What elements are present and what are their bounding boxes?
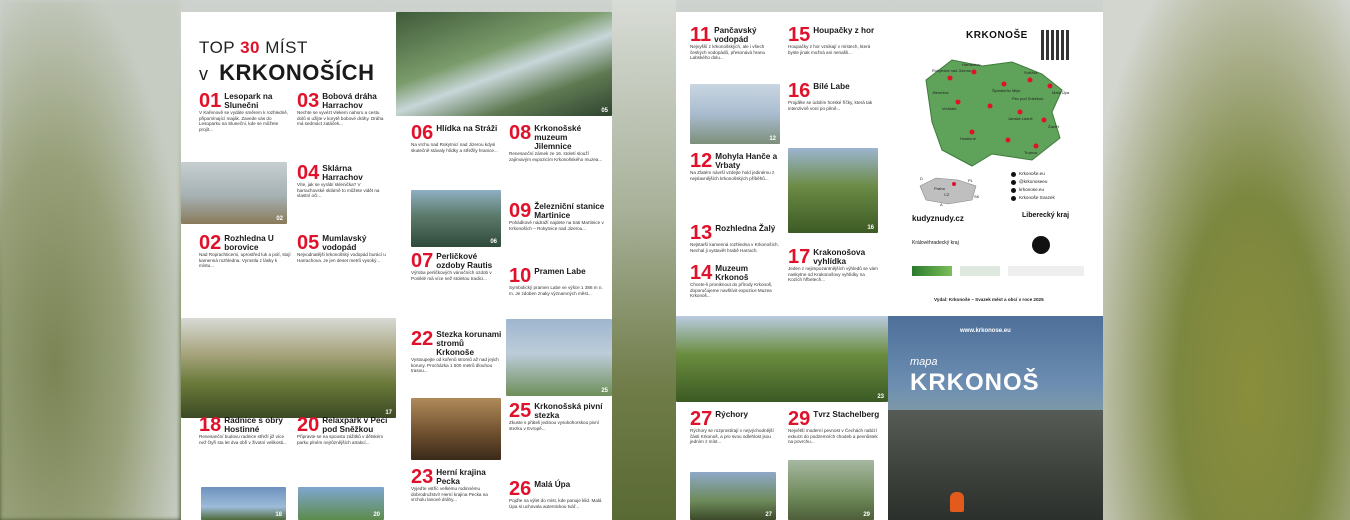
list-item bbox=[297, 92, 389, 127]
list-item bbox=[788, 26, 880, 55]
item-text: Rýchory se rozprostírají v nejvýchodnější části Krkonoš, a pro svou odlehlost jsou jedním z míst... bbox=[690, 428, 774, 445]
item-number: 09 bbox=[509, 200, 532, 222]
map-marker bbox=[1048, 84, 1053, 89]
photo-27 bbox=[690, 472, 776, 520]
page-title-main bbox=[199, 60, 374, 86]
map-marker bbox=[1028, 78, 1033, 83]
item-number: 01 bbox=[199, 90, 222, 112]
item-title: Bílé Labe bbox=[813, 82, 850, 91]
list-item bbox=[788, 410, 884, 445]
map-cover-panel bbox=[888, 316, 1103, 520]
youtube-icon bbox=[1011, 196, 1016, 201]
mini-map-svg bbox=[914, 172, 984, 208]
item-title: Rozhledna Žalý bbox=[715, 224, 776, 233]
logo-kralovehradecky-kraj: Královéhradecký kraj bbox=[912, 240, 959, 246]
list-item bbox=[199, 416, 291, 445]
item-number: 12 bbox=[690, 150, 713, 172]
item-title: Mohyla Hanče a Vrbaty bbox=[715, 152, 778, 170]
map-marker bbox=[1042, 118, 1047, 123]
item-text: Nejstarší kamenná rozhledna v Krkonoších. Nechal ji vystavět hrabě Harrach. bbox=[690, 242, 779, 253]
list-item bbox=[509, 402, 605, 431]
social-facebook[interactable] bbox=[1011, 170, 1055, 178]
list-item bbox=[788, 82, 880, 111]
item-text: Vystoupejte od kořenů stromů až nad jejich koruny. Procházka 1 500 metrů dlouhou trasou... bbox=[411, 357, 499, 374]
social-web[interactable] bbox=[1011, 186, 1055, 194]
map-marker bbox=[972, 70, 977, 75]
country-label: A bbox=[940, 202, 943, 207]
item-text: Nejvyšší z krkonošských, ale i všech českých vodopádů, přesonává hranu Labského dolu... bbox=[690, 44, 766, 61]
social-label: Krkonoše Svazek bbox=[1019, 195, 1055, 200]
map-label: Žacléř bbox=[1048, 124, 1060, 129]
list-item bbox=[411, 468, 503, 503]
item-title: Houpačky z hor bbox=[813, 26, 875, 35]
photo-16 bbox=[788, 148, 878, 233]
item-number: 03 bbox=[297, 90, 320, 112]
country-label: SK bbox=[974, 194, 980, 199]
photo-number: 02 bbox=[276, 216, 283, 222]
item-number: 14 bbox=[690, 262, 713, 284]
list-item bbox=[690, 152, 782, 181]
country-label: CZ bbox=[944, 192, 950, 197]
list-item bbox=[690, 264, 782, 299]
photo-29 bbox=[788, 460, 874, 520]
photo-20 bbox=[298, 487, 384, 520]
list-item bbox=[690, 224, 782, 253]
background-left bbox=[0, 0, 180, 520]
item-number: 15 bbox=[788, 24, 811, 46]
item-text: Na Zlatém návrší vzdejte hold jedinému z nejslavnějších krkonošských příběhů... bbox=[690, 170, 775, 181]
map-marker bbox=[948, 76, 953, 81]
item-text: V Kařenově se vydáte směrem k rozhledně, připomínající maják. Zavede vás do Lesoparku na Slunečni, kde se můžete projít... bbox=[199, 110, 289, 132]
list-item bbox=[509, 267, 605, 296]
item-title: Mumlavský vodopád bbox=[322, 234, 367, 252]
list-item bbox=[411, 252, 503, 281]
region-map-svg bbox=[912, 50, 1092, 170]
title-number: 30 bbox=[240, 38, 260, 57]
left-page bbox=[181, 12, 612, 520]
list-item bbox=[509, 480, 605, 509]
photo-number: 25 bbox=[601, 388, 608, 394]
map-marker bbox=[1002, 82, 1007, 87]
item-number: 25 bbox=[509, 400, 532, 422]
title-v: v bbox=[199, 64, 209, 84]
map-label: Malá Úpa bbox=[1052, 90, 1070, 95]
item-text: Symbolický pramen Labe ve výšce 1 386 m n. m. Je zdoben znaky významných měst... bbox=[509, 285, 603, 296]
photo-number: 06 bbox=[490, 239, 497, 245]
social-links bbox=[1011, 170, 1055, 202]
list-item bbox=[297, 164, 389, 199]
item-number: 04 bbox=[297, 162, 320, 184]
publisher-note: Vydal: Krkonoše – Svazek měst a obcí v roce 2025 bbox=[934, 297, 1044, 302]
photo-number: 23 bbox=[877, 394, 884, 400]
item-number: 06 bbox=[411, 122, 434, 144]
instagram-icon bbox=[1011, 180, 1016, 185]
item-text: Projděte se údolím horské říčky, která tak intenzivně voní po pěně... bbox=[788, 100, 873, 111]
region-map bbox=[912, 50, 1092, 170]
logo-strip-2 bbox=[960, 266, 1000, 276]
map-label: Sněžka bbox=[1024, 70, 1038, 75]
item-text: Renesanční budovu radnice střeží již více než čtyři sta let dva obři v životní velikosti... bbox=[199, 434, 287, 445]
photo-number: 29 bbox=[863, 512, 870, 518]
photo-number: 27 bbox=[765, 512, 772, 518]
item-number: 11 bbox=[690, 24, 712, 46]
facebook-icon bbox=[1011, 172, 1016, 177]
photo-18 bbox=[201, 487, 286, 520]
photo-number: 05 bbox=[601, 108, 608, 114]
item-title: Bobová dráha Harrachov bbox=[322, 92, 377, 110]
logo-strip-3 bbox=[1008, 266, 1084, 276]
item-title: Radnice s obry Hostinné bbox=[224, 416, 283, 434]
map-label: Špindlerův Mlýn bbox=[992, 88, 1021, 93]
item-number: 10 bbox=[509, 265, 532, 287]
map-label: Trutnov bbox=[1024, 150, 1038, 155]
globe-icon bbox=[1011, 188, 1016, 193]
item-title: Malá Úpa bbox=[534, 480, 571, 489]
item-text: Zkuste s přáteli jedinou vysokohorskou pivní stezku v Evropě... bbox=[509, 420, 600, 431]
photo-05 bbox=[396, 12, 612, 116]
brand-logo: KRKONOŠE bbox=[966, 30, 1028, 41]
title-main: KRKONOŠÍCH bbox=[219, 60, 375, 85]
item-text: Renesanční zámek ze 16. století slouží zajímavým expozicím Krkonošského muzea... bbox=[509, 151, 603, 162]
map-label: Hostinné bbox=[960, 136, 976, 141]
mini-map bbox=[914, 172, 984, 208]
list-item bbox=[411, 330, 503, 374]
item-number: 13 bbox=[690, 222, 713, 244]
city-label: Praha bbox=[934, 186, 945, 191]
background-middle bbox=[612, 0, 676, 520]
social-label: krkonose.eu bbox=[1019, 187, 1045, 192]
social-instagram[interactable] bbox=[1011, 178, 1055, 186]
right-page bbox=[676, 12, 1103, 520]
title-rest: MÍST bbox=[265, 38, 308, 57]
item-number: 23 bbox=[411, 466, 434, 488]
list-item bbox=[297, 234, 389, 263]
country-label: D bbox=[920, 176, 923, 181]
item-text: Největší moderní pevnost v Čechách nabízí exkurzi do podzemních chodeb a pevnůstek na povrchu... bbox=[788, 428, 878, 445]
list-item bbox=[788, 248, 880, 283]
photo-22 bbox=[411, 398, 501, 460]
photo-17 bbox=[181, 318, 396, 418]
cover-subtitle: mapa bbox=[910, 356, 938, 368]
item-number: 18 bbox=[199, 414, 222, 436]
map-marker bbox=[1034, 144, 1039, 149]
item-title: Krkonošské muzeum Jilemnice bbox=[534, 124, 582, 151]
crest-icon bbox=[1032, 236, 1050, 254]
map-marker bbox=[1018, 110, 1023, 115]
item-text: Na vrchu nad Rokytnicí nad Jizerou kdysi skutečně stávaly hlídky a střežily hranice... bbox=[411, 142, 498, 153]
logo-strip-1 bbox=[912, 266, 952, 276]
logo-liberecky-kraj: Liberecký kraj bbox=[1022, 212, 1070, 219]
item-text: Výroba perličkových vánočních ozdob v Poniklé má více než stoletou tradici... bbox=[411, 270, 492, 281]
country-label: PL bbox=[968, 178, 973, 183]
photo-25 bbox=[506, 319, 612, 396]
item-title: Stezka korunami stromů Krkonoše bbox=[436, 330, 502, 357]
map-label: Vrchlabí bbox=[942, 106, 957, 111]
title-top: TOP bbox=[199, 38, 235, 57]
region-outline bbox=[926, 60, 1062, 166]
photo-02 bbox=[181, 162, 287, 224]
item-text: Nechte se vyvézt vlekem nahoru a cestu dolů si užijte v korytě bobové dráhy. Dráha má sedmáct zatáček... bbox=[297, 110, 384, 127]
map-label: Harrachov bbox=[962, 62, 981, 67]
item-number: 22 bbox=[411, 328, 434, 350]
logo-kudyznudy: kudyznudy.cz bbox=[912, 214, 964, 223]
item-number: 27 bbox=[690, 408, 713, 430]
item-number: 20 bbox=[297, 414, 320, 436]
list-item bbox=[690, 410, 782, 445]
photo-number: 20 bbox=[373, 512, 380, 518]
item-text: Pohádkové nádraží najdete na trati Martinice v Krkonoších – Rokytnice nad Jizerou... bbox=[509, 220, 604, 231]
map-marker bbox=[970, 130, 975, 135]
list-item bbox=[297, 416, 389, 445]
item-number: 17 bbox=[788, 246, 811, 268]
item-text: Vyjeďte vstříc velkému rodinnému dobrodružství! Herní krajina Pecka na vrcholu lanové dráhy... bbox=[411, 486, 488, 503]
item-number: 29 bbox=[788, 408, 811, 430]
item-number: 08 bbox=[509, 122, 532, 144]
background-right bbox=[1103, 0, 1350, 520]
item-text: Houpačky z hor vznikají v místech, která byste jinak možná ani nenašli... bbox=[788, 44, 871, 55]
map-label: Rokytnice nad Jizerou bbox=[932, 68, 972, 73]
item-text: Chcete-li proniknout do přírody Krkonoš, doporučujeme navštívit expozice Muzea Krkonoš... bbox=[690, 282, 773, 299]
item-title: Lesopark na Slunečni bbox=[224, 92, 273, 110]
map-label: Pec pod Sněžkou bbox=[1012, 96, 1044, 101]
photo-12 bbox=[690, 84, 780, 144]
social-youtube[interactable] bbox=[1011, 194, 1055, 202]
map-label: Janské Lázně bbox=[1008, 116, 1033, 121]
photo-number: 17 bbox=[385, 410, 392, 416]
item-text: Pojďte na výlet do míst, kde panuje klid. Malá Úpa si uchovala autentickou tvář... bbox=[509, 498, 602, 509]
photo-23 bbox=[676, 316, 888, 402]
list-item bbox=[690, 26, 782, 61]
social-label: @krkonoseeu bbox=[1019, 179, 1048, 184]
item-number: 26 bbox=[509, 478, 532, 500]
photo-number: 18 bbox=[275, 512, 282, 518]
map-marker bbox=[1006, 138, 1011, 143]
item-title: Herní krajina Pecka bbox=[436, 468, 486, 486]
item-title: Rozhledna U borovice bbox=[224, 234, 274, 252]
item-title: Rýchory bbox=[715, 410, 749, 419]
item-number: 05 bbox=[297, 232, 320, 254]
item-text: Víte, jak se vyrábí sklenička? V harrachovské sklárně to můžete vidět na vlastní oči... bbox=[297, 182, 380, 199]
item-title: Muzeum Krkonoš bbox=[715, 264, 749, 282]
list-item bbox=[509, 202, 605, 231]
item-title: Krakonošova vyhlídka bbox=[813, 248, 866, 266]
rock-landscape bbox=[888, 410, 1103, 520]
list-item bbox=[509, 124, 605, 162]
map-marker bbox=[956, 100, 961, 105]
region-marker bbox=[952, 182, 956, 186]
hiker-figure bbox=[950, 492, 964, 512]
website-url[interactable]: www.krkonose.eu bbox=[960, 328, 1011, 334]
map-marker bbox=[988, 104, 993, 109]
list-item bbox=[199, 92, 291, 132]
item-number: 02 bbox=[199, 232, 222, 254]
photo-number: 12 bbox=[769, 136, 776, 142]
map-label: Jilemnice bbox=[932, 90, 949, 95]
item-title: Pančavský vodopád bbox=[714, 26, 757, 44]
cover-title: KRKONOŠ bbox=[910, 369, 1040, 396]
item-title: Sklárna Harrachov bbox=[322, 164, 363, 182]
list-item bbox=[411, 124, 503, 153]
page-title-top bbox=[199, 38, 308, 58]
item-title: Tvrz Stachelberg bbox=[813, 410, 880, 419]
item-title: Perličkové ozdoby Rautis bbox=[436, 252, 493, 270]
item-text: Nejvodnatější krkonošský vodopád burácí u Harrachova. Je jen deset metrů vysoký... bbox=[297, 252, 386, 263]
photo-number: 16 bbox=[867, 225, 874, 231]
item-text: Nad Roprachticemi, uprostřed luk a polí, stojí kamenná rozhledna. Vyrostla z lásky k místu... bbox=[199, 252, 291, 269]
item-title: Pramen Labe bbox=[534, 267, 586, 276]
photo-06 bbox=[411, 190, 501, 247]
item-title: Relaxpark v Peci pod Sněžkou bbox=[322, 416, 388, 434]
list-item bbox=[199, 234, 291, 269]
item-text: Jeden z nejimpozantnějších výhledů se vám naskytne od Krakonošovy vyhlídky na Kozích hřbetech... bbox=[788, 266, 878, 283]
item-number: 07 bbox=[411, 250, 434, 272]
item-number: 16 bbox=[788, 80, 811, 102]
social-label: Krkonoše.eu bbox=[1019, 171, 1045, 176]
item-title: Železniční stanice Martinice bbox=[534, 202, 605, 220]
item-text: Připravte se na spoustu zážitků v dětském parku plném nejrůznějších atrakcí... bbox=[297, 434, 384, 445]
item-title: Krkonošská pivní stezka bbox=[534, 402, 603, 420]
item-title: Hlídka na Stráži bbox=[436, 124, 498, 133]
